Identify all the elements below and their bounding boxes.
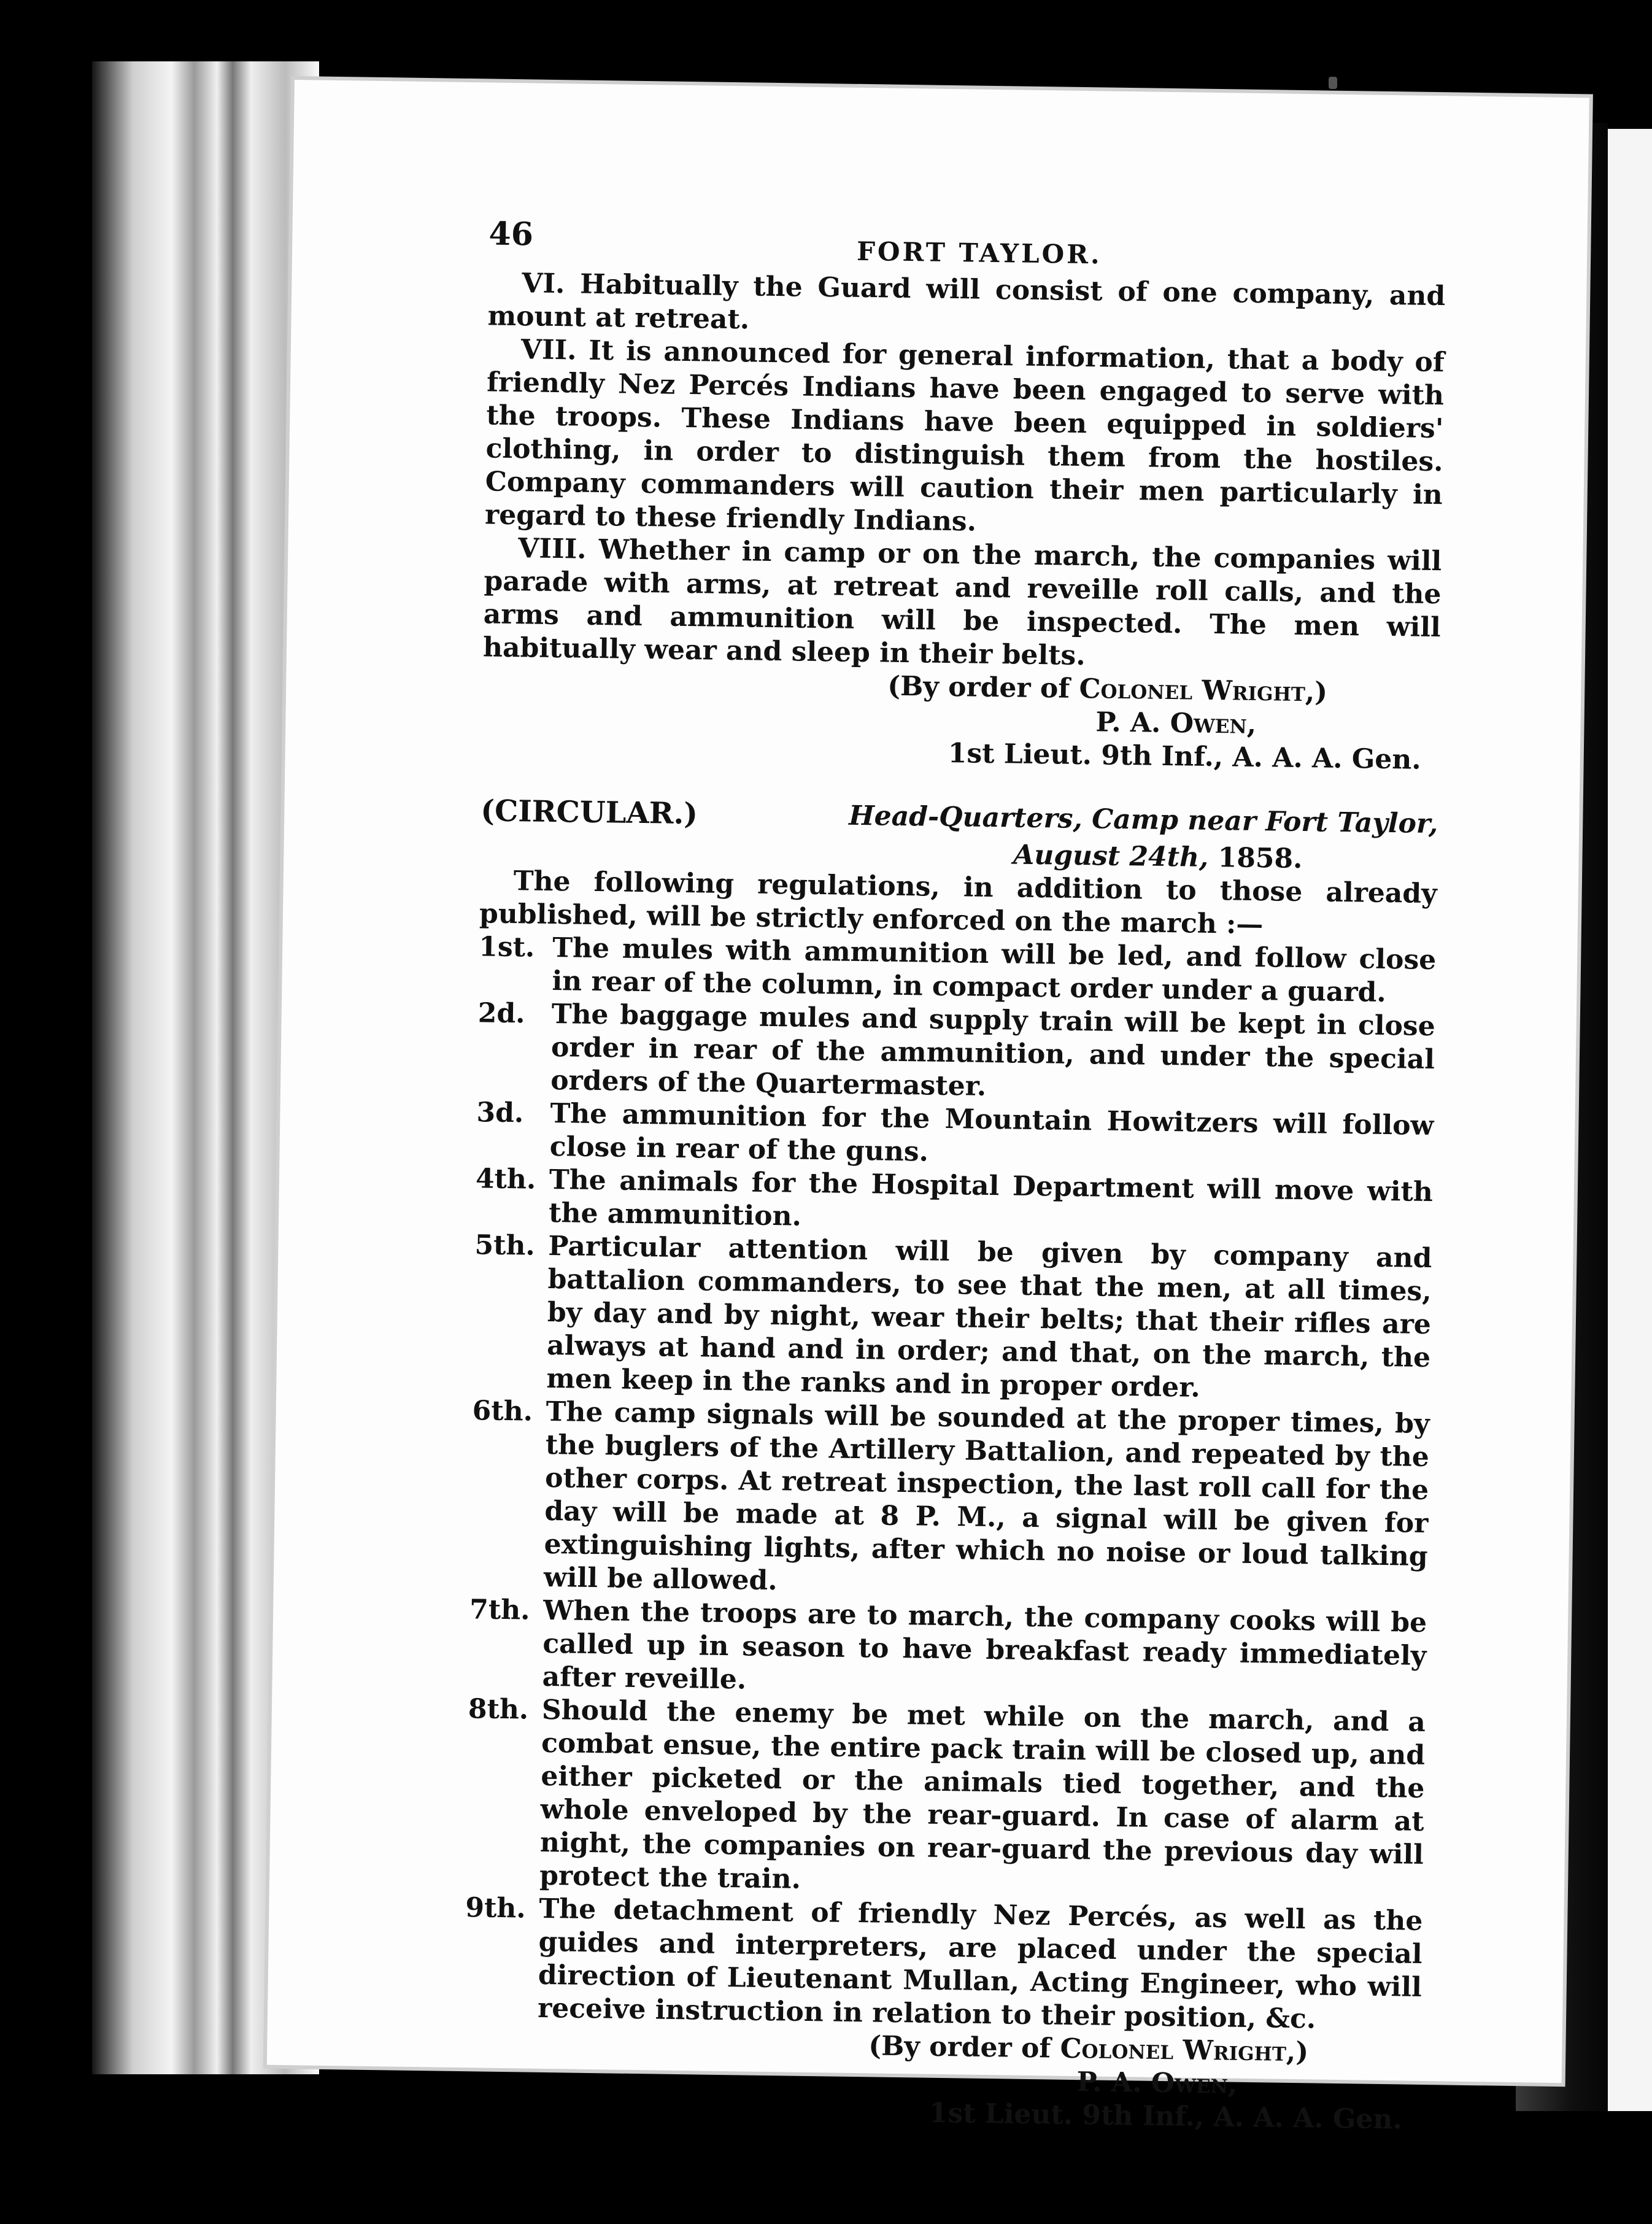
rule-text: The mules with ammunition will be led, and follow close in rear of the column, in compact order under a guard. xyxy=(552,932,1437,1008)
page-number: 46 xyxy=(488,215,534,253)
list-item xyxy=(468,1593,1427,1706)
list-item xyxy=(466,1693,1426,1905)
signatory-rank: 1st Lieut. 9th Inf., A. A. A. Gen. xyxy=(948,737,1422,776)
running-title: FORT TAYLOR. xyxy=(856,236,1103,270)
circular-label: (CIRCULAR.) xyxy=(481,793,698,832)
order-name: Colonel Wright, xyxy=(1060,2033,1296,2068)
list-item xyxy=(473,1229,1432,1408)
regulations-list xyxy=(464,930,1437,2037)
order-suffix: ) xyxy=(1314,676,1328,708)
rule-text: The detachment of friendly Nez Percés, as well as the guides and interpreters, are placed under the special direction of Lieutenant Mullan, Acting Engineer, who will receive instruction in relation to their position, &c. xyxy=(537,1893,1423,2035)
order-prefix: (By order of xyxy=(868,2030,1060,2064)
signatory-rank: 1st Lieut. 9th Inf., A. A. A. Gen. xyxy=(928,2097,1403,2136)
order-prefix: (By order of xyxy=(887,670,1079,705)
rule-number: 3d. xyxy=(476,1097,524,1129)
paragraph-viii: VIII. Whether in camp or on the march, the companies will parade with arms, at retreat and reveille roll calls, and the arms and ammunition will be inspected. The men will habitually wear and sleep in their belts. xyxy=(482,533,1442,672)
rule-number: 7th. xyxy=(469,1594,530,1626)
rule-text: The camp signals will be sounded at the proper times, by the buglers of the Artillery Battalion, and repeated by the other corps. At retreat inspection, the last roll call for the day will be made at 8 P. M., a signal will be given for extinguishing lights, after which no noise or loud talking will be allowed. xyxy=(543,1396,1430,1597)
order-name: Colonel Wright, xyxy=(1079,673,1315,708)
paragraph-vii: VII. It is announced for general information, that a body of friendly Nez Percés Indians have been engaged to serve with the troops. These Indians have been equipped in soldiers' clothing, in order to distinguish them from the hostiles. Company commanders will caution their men particularly in regard to these friendly Indians. xyxy=(484,334,1445,538)
rule-number: 9th. xyxy=(465,1892,527,1925)
list-item xyxy=(470,1394,1430,1607)
rule-number: 1st. xyxy=(478,931,535,963)
circular-headquarters: Head-Quarters, Camp near Fort Taylor, xyxy=(848,800,1438,840)
rule-number: 6th. xyxy=(472,1395,533,1427)
rule-text: The baggage mules and supply train will be kept in close order in rear of the ammunition, and under the special orders of the Quartermaster. xyxy=(550,998,1435,1102)
rule-number: 2d. xyxy=(477,997,525,1030)
facing-page-edge xyxy=(1608,129,1652,2111)
rule-number: 4th. xyxy=(475,1163,536,1195)
order-suffix: ) xyxy=(1295,2036,1309,2068)
rule-text: The ammunition for the Mountain Howitzers will follow close in rear of the guns. xyxy=(549,1097,1434,1168)
book-page xyxy=(267,80,1589,2136)
rule-text: Should the enemy be met while on the march, and a combat ensue, the entire pack train will be closed up, and either picketed or the animals tied together, and the whole enveloped by the rear-guard. In case of alarm at night, the companies on rear-guard the previous day will protect the train. xyxy=(539,1694,1426,1895)
rule-number: 5th. xyxy=(474,1229,536,1262)
circular-date-day: August 24th, xyxy=(1013,839,1209,873)
signatory-name: P. A. Owen, xyxy=(1076,2066,1238,2100)
circular-intro: The following regulations, in addition to those already published, will be strictly enforced on the march :— xyxy=(479,865,1438,941)
rule-text: Particular attention will be given by company and battalion commanders, to see that the men, at all times, by day and by night, wear their belts; that their rifles are always at hand and in order; and that, on the march, the men keep in the ranks and in proper order. xyxy=(546,1230,1432,1404)
rule-text: When the troops are to march, the company cooks will be called up in season to have breakfast ready immediately after reveille. xyxy=(542,1594,1427,1696)
paragraph-vi: VI. Habitually the Guard will consist of one company, and mount at retreat. xyxy=(487,268,1446,336)
list-item xyxy=(464,1891,1423,2037)
signatory-name: P. A. Owen, xyxy=(1095,706,1257,740)
scan-speck xyxy=(1329,77,1337,89)
page-text-block xyxy=(463,217,1446,2136)
rule-number: 8th. xyxy=(468,1693,529,1726)
circular-date-year: 1858. xyxy=(1208,841,1303,875)
list-item xyxy=(477,997,1435,1110)
rule-text: The animals for the Hospital Department will move with the ammunition. xyxy=(548,1164,1434,1232)
